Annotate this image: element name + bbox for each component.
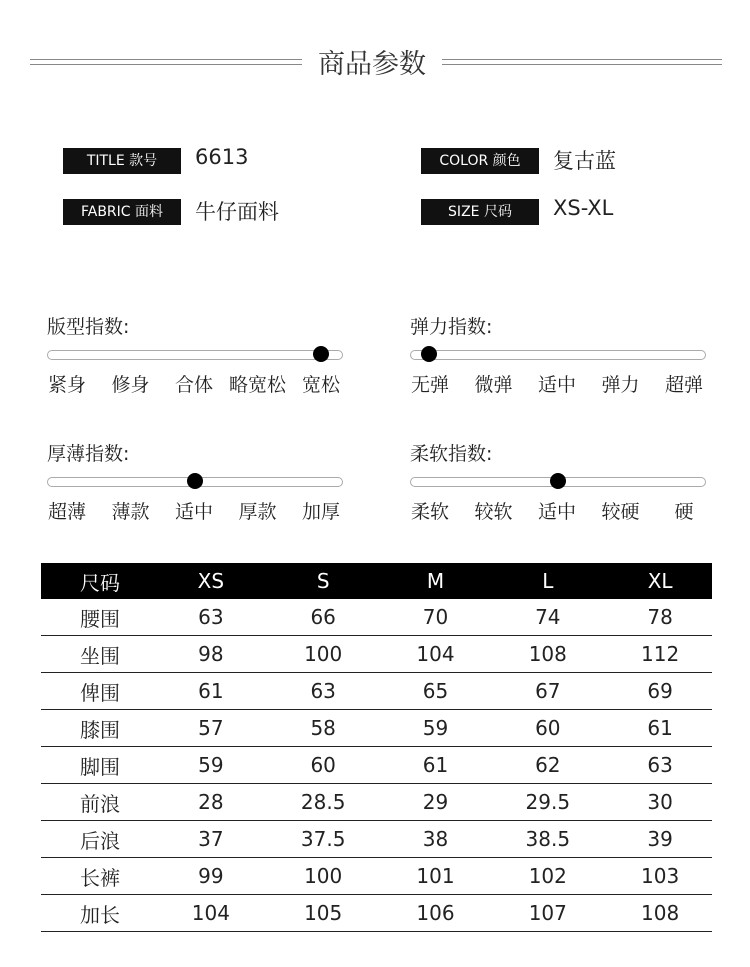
table-cell: 101 — [384, 858, 488, 895]
table-cell: 112 — [608, 636, 712, 673]
scale-option: 硬 — [674, 501, 694, 523]
table-cell: 39 — [608, 821, 712, 858]
scale-option: 紧身 — [47, 374, 87, 396]
scale-stretch — [410, 312, 706, 396]
scale-option: 柔软 — [410, 501, 450, 523]
table-cell: 108 — [487, 636, 608, 673]
table-cell: 74 — [487, 599, 608, 636]
row-label-cell: 后浪 — [41, 821, 159, 858]
table-cell: 99 — [159, 858, 263, 895]
table-cell: 104 — [159, 895, 263, 932]
table-header-cell: S — [263, 563, 384, 599]
scale-option: 适中 — [174, 501, 214, 523]
table-cell: 62 — [487, 747, 608, 784]
table-cell: 63 — [159, 599, 263, 636]
table-cell: 107 — [487, 895, 608, 932]
scale-stretch-indicator — [421, 346, 437, 362]
scale-option: 厚款 — [238, 501, 277, 523]
param-title-value: 6613 — [195, 145, 249, 169]
table-cell: 63 — [608, 747, 712, 784]
scale-option: 无弹 — [410, 374, 450, 396]
table-cell: 78 — [608, 599, 712, 636]
scale-option: 适中 — [537, 501, 577, 523]
scale-thickness — [47, 439, 343, 523]
param-fabric-tag: FABRIC 面料 — [63, 199, 181, 225]
table-cell: 108 — [608, 895, 712, 932]
table-cell: 106 — [384, 895, 488, 932]
table-cell: 67 — [487, 673, 608, 710]
row-label-cell: 腰围 — [41, 599, 159, 636]
param-color — [421, 148, 721, 176]
table-cell: 58 — [263, 710, 384, 747]
scale-option: 超薄 — [47, 501, 87, 523]
table-cell: 29.5 — [487, 784, 608, 821]
section-title: 商品参数 — [318, 49, 426, 80]
param-title-tag: TITLE 款号 — [63, 148, 181, 174]
table-row — [41, 599, 712, 636]
scale-option: 薄款 — [111, 501, 150, 523]
row-label-cell: 前浪 — [41, 784, 159, 821]
table-row — [41, 784, 712, 821]
param-size-value: XS-XL — [553, 196, 614, 220]
param-fabric — [63, 199, 363, 227]
table-cell: 30 — [608, 784, 712, 821]
table-cell: 69 — [608, 673, 712, 710]
header-rule-right — [442, 59, 722, 65]
scale-thickness-options — [47, 497, 343, 523]
table-cell: 61 — [608, 710, 712, 747]
table-cell: 65 — [384, 673, 488, 710]
section-header — [0, 38, 750, 82]
table-row — [41, 895, 712, 932]
table-row — [41, 858, 712, 895]
scale-option: 弹力 — [601, 374, 640, 396]
table-cell: 100 — [263, 858, 384, 895]
table-cell: 37.5 — [263, 821, 384, 858]
scale-softness — [410, 439, 706, 523]
scale-option: 微弹 — [474, 374, 513, 396]
table-cell: 28 — [159, 784, 263, 821]
table-cell: 57 — [159, 710, 263, 747]
scale-fit — [47, 312, 343, 396]
size-table — [41, 563, 712, 932]
scale-option: 适中 — [537, 374, 577, 396]
row-label-cell: 俾围 — [41, 673, 159, 710]
table-cell: 60 — [487, 710, 608, 747]
table-cell: 104 — [384, 636, 488, 673]
table-header-row — [41, 563, 712, 599]
table-header-cell: XL — [608, 563, 712, 599]
scale-fit-label: 版型指数: — [47, 316, 130, 338]
table-cell: 66 — [263, 599, 384, 636]
scale-option: 较软 — [474, 501, 513, 523]
scale-softness-options — [410, 497, 706, 523]
table-row — [41, 821, 712, 858]
scale-thickness-label: 厚薄指数: — [47, 443, 130, 465]
param-color-value: 复古蓝 — [553, 149, 616, 173]
scale-option: 合体 — [174, 374, 214, 396]
table-cell: 100 — [263, 636, 384, 673]
table-header-cell: L — [487, 563, 608, 599]
table-cell: 59 — [159, 747, 263, 784]
table-header-cell: M — [384, 563, 488, 599]
scale-option: 宽松 — [301, 374, 341, 396]
scale-option: 略宽松 — [228, 374, 287, 396]
table-header-cell: 尺码 — [41, 563, 159, 599]
row-label-cell: 坐围 — [41, 636, 159, 673]
size-table-body — [41, 599, 712, 932]
param-title — [63, 145, 363, 176]
scale-stretch-options — [410, 370, 706, 396]
header-rule-left — [30, 59, 302, 65]
table-cell: 61 — [159, 673, 263, 710]
table-cell: 63 — [263, 673, 384, 710]
scale-option: 超弹 — [664, 374, 704, 396]
scale-softness-indicator — [550, 473, 566, 489]
table-row — [41, 636, 712, 673]
scale-fit-options — [47, 370, 343, 396]
row-label-cell: 膝围 — [41, 710, 159, 747]
table-cell: 61 — [384, 747, 488, 784]
table-cell: 70 — [384, 599, 488, 636]
table-cell: 38.5 — [487, 821, 608, 858]
scale-softness-label: 柔软指数: — [410, 443, 493, 465]
scale-stretch-track — [410, 350, 706, 360]
table-cell: 38 — [384, 821, 488, 858]
param-size-tag: SIZE 尺码 — [421, 199, 539, 225]
row-label-cell: 脚围 — [41, 747, 159, 784]
param-color-tag: COLOR 颜色 — [421, 148, 539, 174]
param-size — [421, 196, 721, 227]
table-cell: 98 — [159, 636, 263, 673]
row-label-cell: 长裤 — [41, 858, 159, 895]
table-row — [41, 747, 712, 784]
table-cell: 37 — [159, 821, 263, 858]
table-cell: 60 — [263, 747, 384, 784]
table-cell: 102 — [487, 858, 608, 895]
table-cell: 59 — [384, 710, 488, 747]
table-header-cell: XS — [159, 563, 263, 599]
scale-option: 加厚 — [301, 501, 341, 523]
scale-fit-track — [47, 350, 343, 360]
scale-stretch-label: 弹力指数: — [410, 316, 493, 338]
scale-option: 修身 — [111, 374, 150, 396]
table-cell: 28.5 — [263, 784, 384, 821]
table-cell: 103 — [608, 858, 712, 895]
scale-thickness-indicator — [187, 473, 203, 489]
table-cell: 29 — [384, 784, 488, 821]
table-cell: 105 — [263, 895, 384, 932]
table-row — [41, 710, 712, 747]
table-row — [41, 673, 712, 710]
row-label-cell: 加长 — [41, 895, 159, 932]
param-fabric-value: 牛仔面料 — [195, 200, 279, 224]
scale-option: 较硬 — [601, 501, 640, 523]
